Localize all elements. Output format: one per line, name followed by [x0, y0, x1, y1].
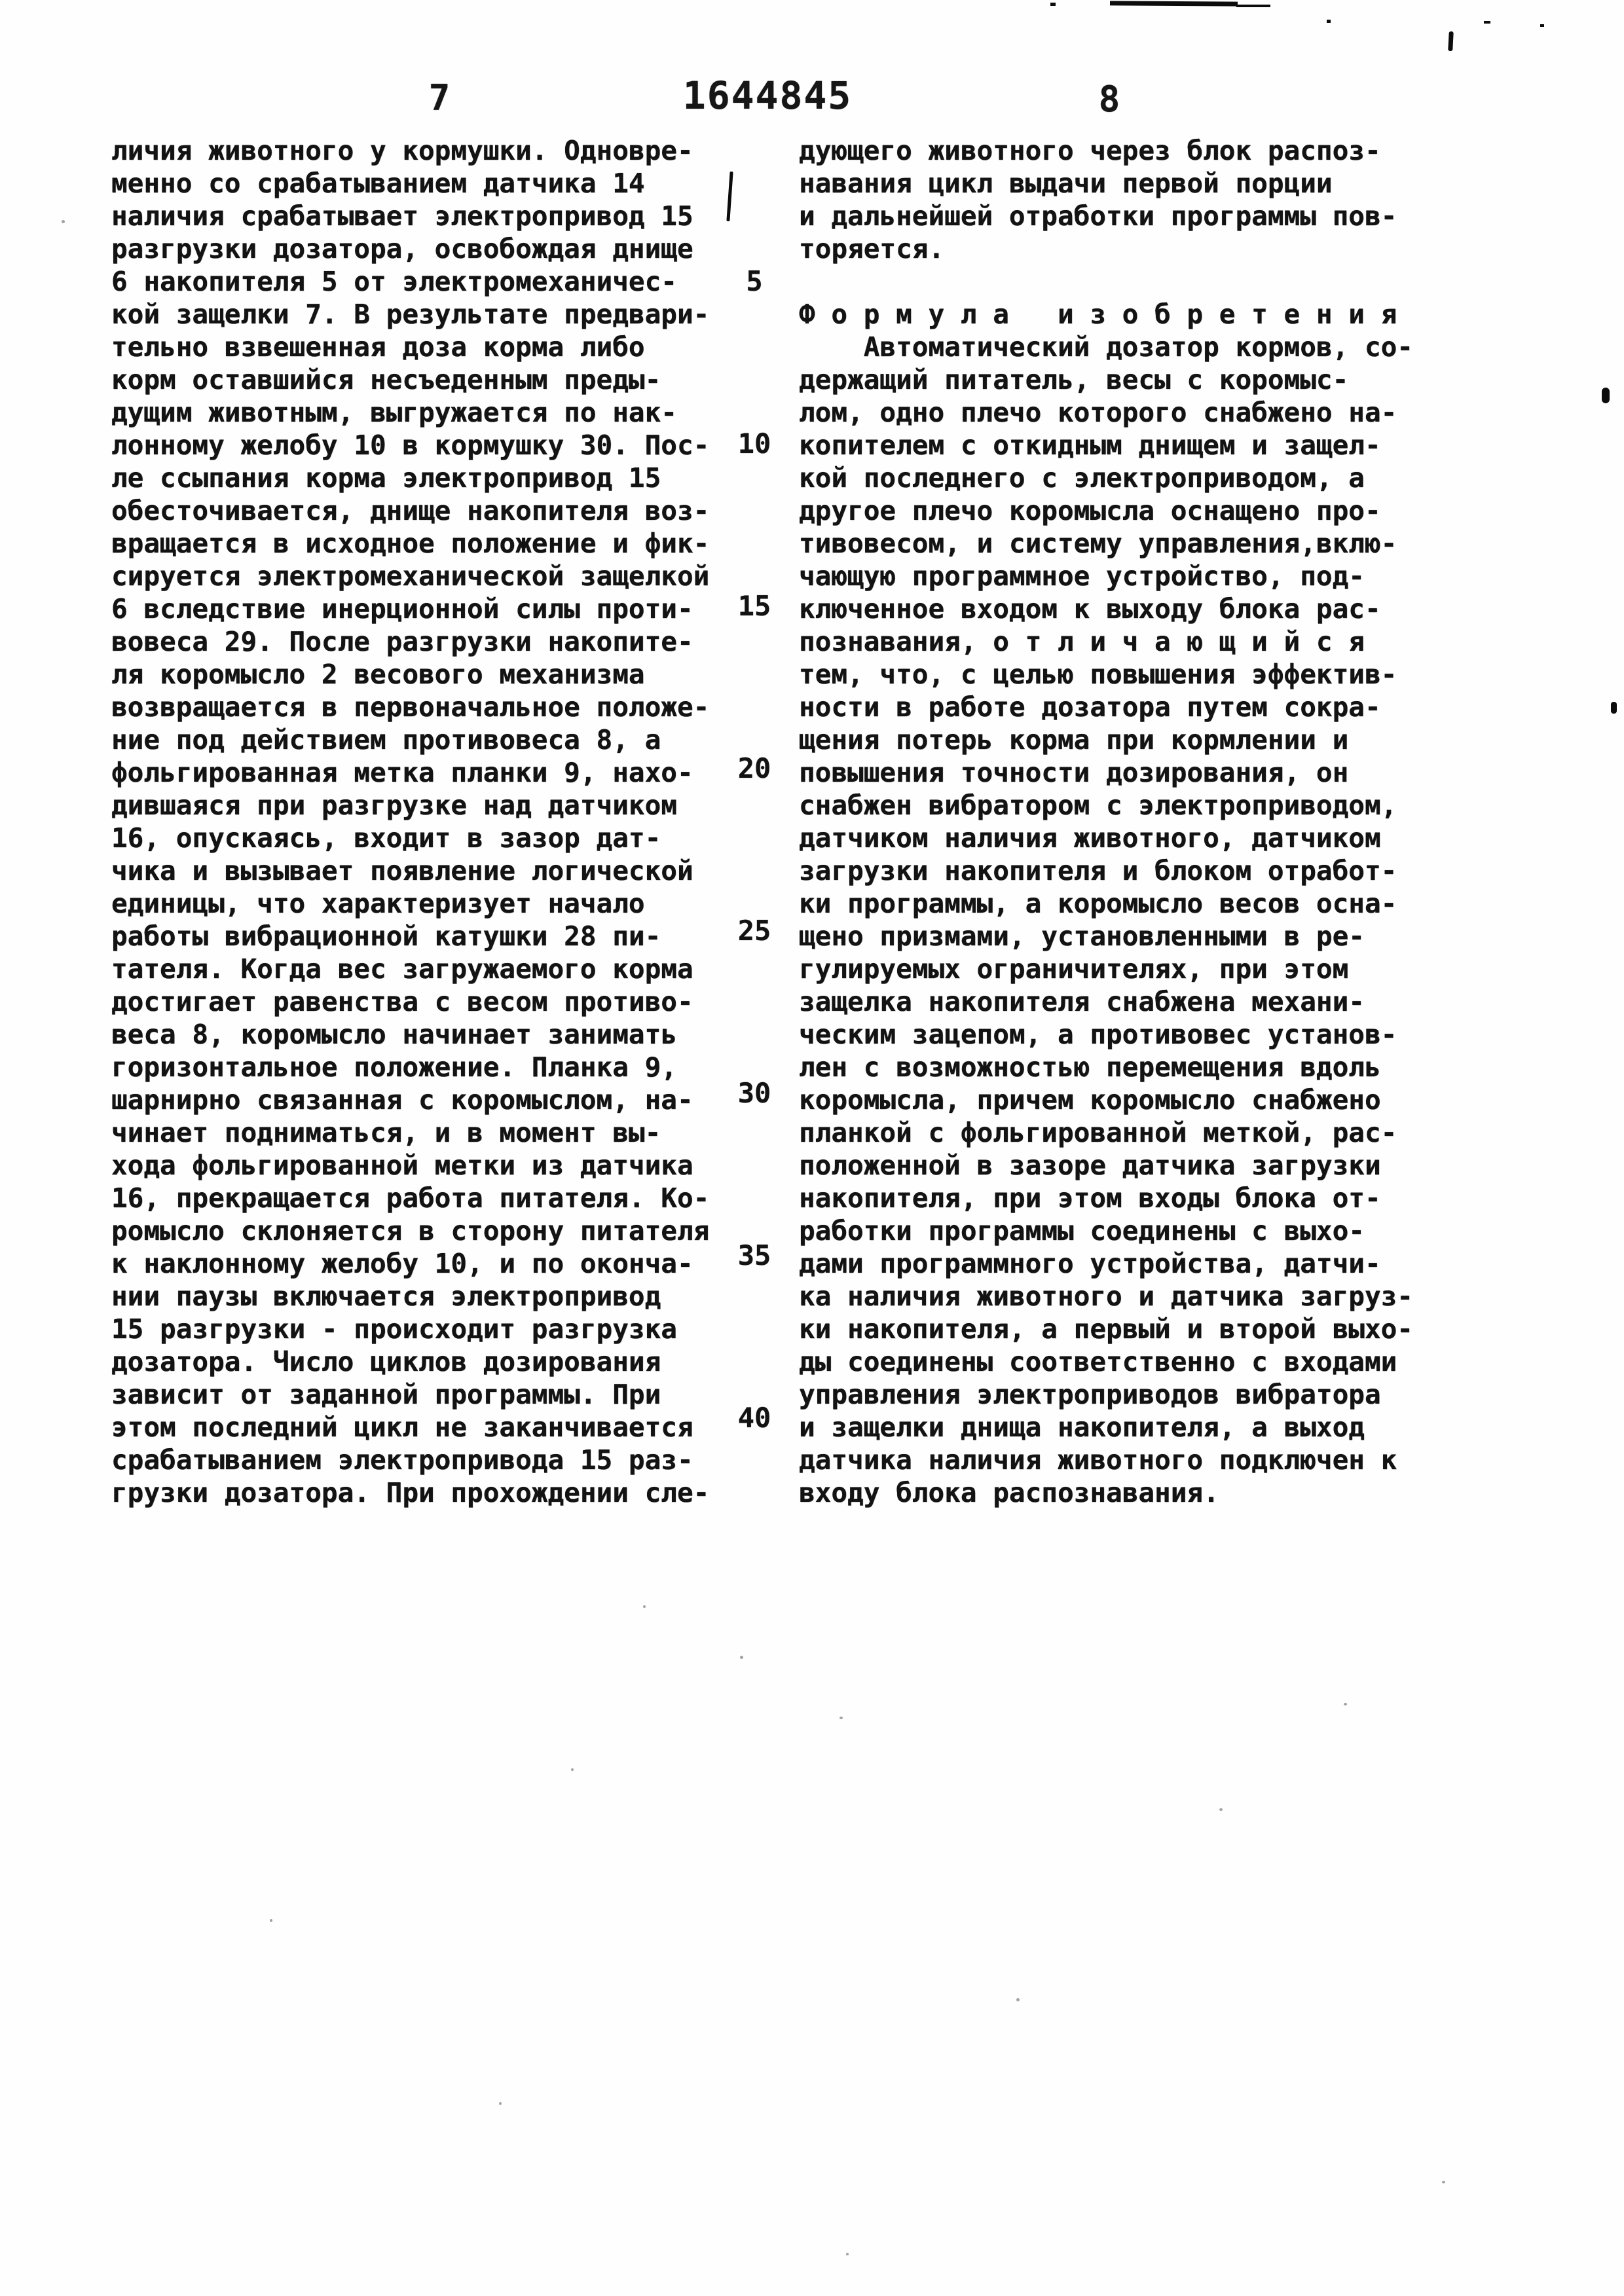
line-number: 15 — [737, 590, 771, 622]
text-line: шарнирно связанная с коромыслом, на- — [111, 1084, 693, 1116]
text-line: Автоматический дозатор кормов, со- — [799, 331, 1413, 363]
text-line: ромысло склоняется в сторону питателя — [111, 1215, 710, 1247]
scan-artifact — [1236, 5, 1270, 7]
line-number: 35 — [737, 1239, 771, 1271]
text-line: 15 разгрузки - происходит разгрузка — [111, 1313, 677, 1345]
text-line: другое плечо коромысла оснащено про- — [799, 495, 1381, 526]
page-number-right: 8 — [1098, 79, 1122, 120]
text-line: тателя. Когда вес загружаемого корма — [111, 953, 693, 985]
text-line: дущим животным, выгружается по нак- — [111, 397, 677, 428]
text-line: накопителя, при этом входы блока от- — [799, 1182, 1381, 1214]
scan-artifact — [1540, 24, 1544, 27]
text-line: работки программы соединены с выхо- — [799, 1215, 1365, 1247]
text-line: этом последний цикл не заканчивается — [111, 1412, 693, 1443]
text-line: датчиком наличия животного, датчиком — [799, 822, 1381, 854]
scan-artifact — [1050, 3, 1056, 6]
text-line: разгрузки дозатора, освобождая днище — [111, 233, 693, 264]
text-line: щения потерь корма при кормлении и — [799, 724, 1349, 756]
right-text-column — [799, 134, 1441, 1509]
text-line: грузки дозатора. При прохождении сле- — [111, 1477, 710, 1508]
text-line: корм оставшийся несъеденным преды- — [111, 364, 661, 395]
text-line: достигает равенства с весом противо- — [111, 986, 693, 1017]
text-line: кой последнего с электроприводом, а — [799, 462, 1365, 494]
text-line: дившаяся при разгрузке над датчиком — [111, 790, 677, 821]
text-line: тем, что, с целью повышения эффектив- — [799, 659, 1397, 690]
text-line: ки накопителя, а первый и второй выхо- — [799, 1313, 1413, 1345]
text-line: чика и вызывает появление логической — [111, 855, 693, 886]
text-line: вращается в исходное положение и фик- — [111, 528, 710, 559]
text-line: ки программы, а коромысло весов осна- — [799, 888, 1397, 919]
text-line: наличия срабатывает электропривод 15 — [111, 200, 693, 232]
text-line: Ф о р м у л а и з о б р е т е н и я — [799, 299, 1397, 330]
text-line: дозатора. Число циклов дозирования — [111, 1346, 661, 1377]
text-line: защелка накопителя снабжена механи- — [799, 986, 1365, 1017]
text-line: торяется. — [799, 233, 945, 264]
text-line: личия животного у кормушки. Одновре- — [111, 135, 693, 166]
text-line: чинает подниматься, и в момент вы- — [111, 1117, 661, 1148]
scan-speck — [1344, 1703, 1347, 1705]
text-line: гулируемых ограничителях, при этом — [799, 953, 1349, 985]
left-text-column — [111, 134, 753, 1509]
text-line: срабатыванием электропривода 15 раз- — [111, 1444, 693, 1476]
text-line: ческим зацепом, а противовес установ- — [799, 1019, 1397, 1050]
text-line: ле ссыпания корма электропривод 15 — [111, 462, 661, 494]
text-line: чающую программное устройство, под- — [799, 560, 1365, 592]
text-line: обесточивается, днище накопителя воз- — [111, 495, 710, 526]
scan-artifact — [1611, 702, 1617, 714]
text-line: менно со срабатыванием датчика 14 — [111, 168, 645, 199]
text-line: и защелки днища накопителя, а выход — [799, 1412, 1365, 1443]
text-line: дующего животного через блок распоз- — [799, 135, 1381, 166]
text-line: хода фольгированной метки из датчика — [111, 1150, 693, 1181]
scan-artifact — [1110, 1, 1238, 6]
text-line: тельно взвешенная доза корма либо — [111, 331, 645, 363]
text-line: зависит от заданной программы. При — [111, 1379, 661, 1410]
scan-artifact — [1484, 21, 1490, 24]
text-line: входу блока распознавания. — [799, 1477, 1219, 1508]
line-number: 40 — [737, 1402, 771, 1434]
text-line: 16, прекращается работа питателя. Ко- — [111, 1182, 710, 1214]
line-number: 25 — [737, 915, 771, 947]
text-line: сируется электромеханической защелкой — [111, 560, 710, 592]
text-line: ля коромысло 2 весового механизма — [111, 659, 645, 690]
text-line: лом, одно плечо которого снабжено на- — [799, 397, 1397, 428]
text-line: планкой с фольгированной меткой, рас- — [799, 1117, 1397, 1148]
text-line: лонному желобу 10 в кормушку 30. Пос- — [111, 429, 710, 461]
scan-speck — [643, 1605, 646, 1608]
text-line: кой защелки 7. В результате предвари- — [111, 299, 710, 330]
scan-speck — [499, 2102, 502, 2105]
text-line: 6 накопителя 5 от электромеханичес- — [111, 266, 677, 297]
scan-speck — [270, 1919, 272, 1922]
scan-speck — [62, 220, 65, 223]
scan-speck — [840, 1717, 843, 1719]
scan-speck — [571, 1768, 574, 1771]
text-line: ключенное входом к выходу блока рас- — [799, 593, 1381, 625]
scan-artifact — [1602, 388, 1610, 403]
scan-artifact — [1327, 20, 1331, 23]
text-line: 16, опускаясь, входит в зазор дат- — [111, 822, 661, 854]
line-number: 5 — [746, 265, 763, 297]
text-line: снабжен вибратором с электроприводом, — [799, 790, 1397, 821]
text-line: навания цикл выдачи первой порции — [799, 168, 1333, 199]
text-line: познавания, о т л и ч а ю щ и й с я — [799, 626, 1365, 657]
patent-number: 1644845 — [682, 73, 853, 118]
page-number-left: 7 — [428, 77, 452, 118]
text-line: щено призмами, установленными в ре- — [799, 920, 1365, 952]
text-line: горизонтальное положение. Планка 9, — [111, 1051, 677, 1083]
text-line: коромысла, причем коромысло снабжено — [799, 1084, 1381, 1116]
text-line: копителем с откидным днищем и защел- — [799, 429, 1381, 461]
text-line: к наклонному желобу 10, и по оконча- — [111, 1248, 693, 1279]
text-line: фольгированная метка планки 9, нахо- — [111, 757, 693, 788]
text-line: работы вибрационной катушки 28 пи- — [111, 920, 661, 952]
text-line: дами программного устройства, датчи- — [799, 1248, 1381, 1279]
text-line: лен с возможностью перемещения вдоль — [799, 1051, 1381, 1083]
text-line: возвращается в первоначальное положе- — [111, 691, 710, 723]
text-line: тивовесом, и систему управления,вклю- — [799, 528, 1397, 559]
text-line: ка наличия животного и датчика загруз- — [799, 1281, 1413, 1312]
text-line: ние под действием противовеса 8, а — [111, 724, 661, 756]
text-line: вовеса 29. После разгрузки накопите- — [111, 626, 693, 657]
scan-speck — [846, 2253, 849, 2255]
text-line: нии паузы включается электропривод — [111, 1281, 661, 1312]
text-line: управления электроприводов вибратора — [799, 1379, 1381, 1410]
text-line: положенной в зазоре датчика загрузки — [799, 1150, 1381, 1181]
text-line: и дальнейшей отработки программы пов- — [799, 200, 1397, 232]
text-line: ности в работе дозатора путем сокра- — [799, 691, 1381, 723]
scan-speck — [740, 1656, 743, 1659]
line-number: 20 — [737, 752, 771, 784]
scan-speck — [1442, 2181, 1445, 2183]
text-line: веса 8, коромысло начинает занимать — [111, 1019, 677, 1050]
text-line: 6 вследствие инерционной силы проти- — [111, 593, 693, 625]
text-line: единицы, что характеризует начало — [111, 888, 645, 919]
scan-speck — [1016, 1998, 1020, 2001]
text-line — [799, 265, 1441, 298]
gutter-line-numbers — [723, 0, 786, 2296]
text-line: загрузки накопителя и блоком отработ- — [799, 855, 1397, 886]
text-line: повышения точности дозирования, он — [799, 757, 1349, 788]
scan-artifact — [1448, 31, 1454, 51]
line-number: 30 — [737, 1077, 771, 1109]
text-line: держащий питатель, весы с коромыс- — [799, 364, 1349, 395]
text-line: датчика наличия животного подключен к — [799, 1444, 1397, 1476]
text-line: ды соединены соответственно с входами — [799, 1346, 1397, 1377]
line-number: 10 — [737, 428, 771, 460]
scan-speck — [1219, 1808, 1223, 1811]
